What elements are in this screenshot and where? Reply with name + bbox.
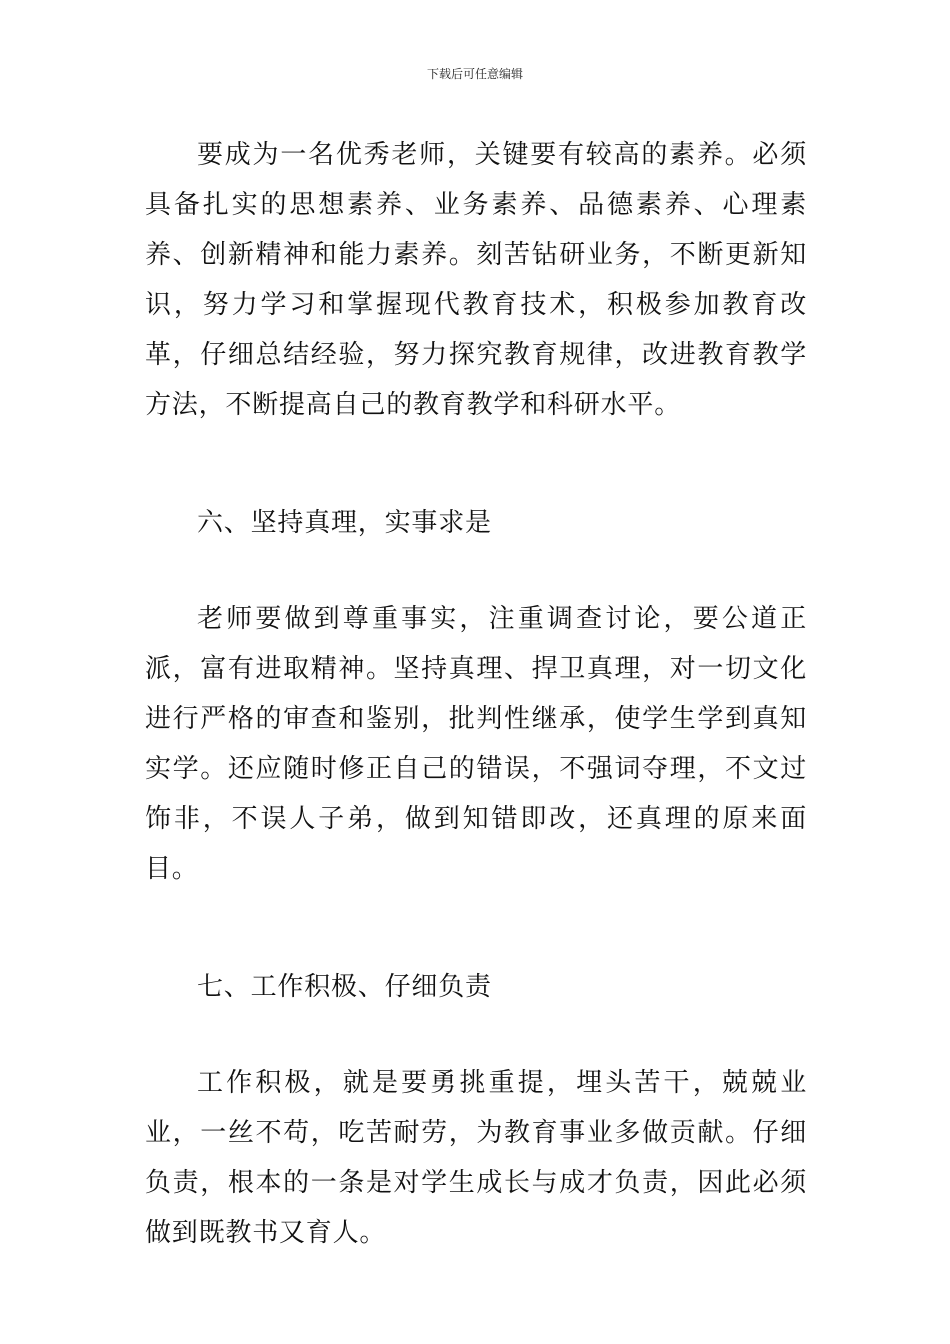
page-header-note: 下载后可任意编辑 bbox=[426, 67, 523, 81]
spacer bbox=[145, 1012, 807, 1058]
paragraph-work-attitude: 工作积极，就是要勇挑重提，埋头苦干，兢兢业业，一丝不苟，吃苦耐劳，为教育事业多做贡献。仔细负责，根本的一条是对学生成长与成才负责，因此必须做到既教书又育人。 bbox=[145, 1068, 807, 1248]
spacer bbox=[145, 548, 807, 594]
paragraph-teacher-qualities: 要成为一名优秀老师，关键要有较高的素养。必须具备扎实的思想素养、业务素养、品德素养、心理素养、创新精神和能力素养。刻苦钻研业务，不断更新知识，努力学习和掌握现代教育技术，积极参加教育改革，仔细总结经验，努力探究教育规律，改进教育教学方法，不断提高自己的教育教学和科研水平。 bbox=[145, 140, 807, 420]
spacer bbox=[145, 430, 807, 498]
section-heading-six: 六、坚持真理，实事求是 bbox=[197, 508, 492, 538]
spacer bbox=[145, 894, 807, 962]
document-body bbox=[145, 130, 807, 1258]
paragraph-truth: 老师要做到尊重事实，注重调查讨论，要公道正派，富有进取精神。坚持真理、捍卫真理，对一切文化进行严格的审查和鉴别，批判性继承，使学生学到真知实学。还应随时修正自己的错误，不强词夺理，不文过饰非，不误人子弟，做到知错即改，还真理的原来面目。 bbox=[145, 604, 807, 884]
section-heading-seven: 七、工作积极、仔细负责 bbox=[197, 972, 492, 1002]
